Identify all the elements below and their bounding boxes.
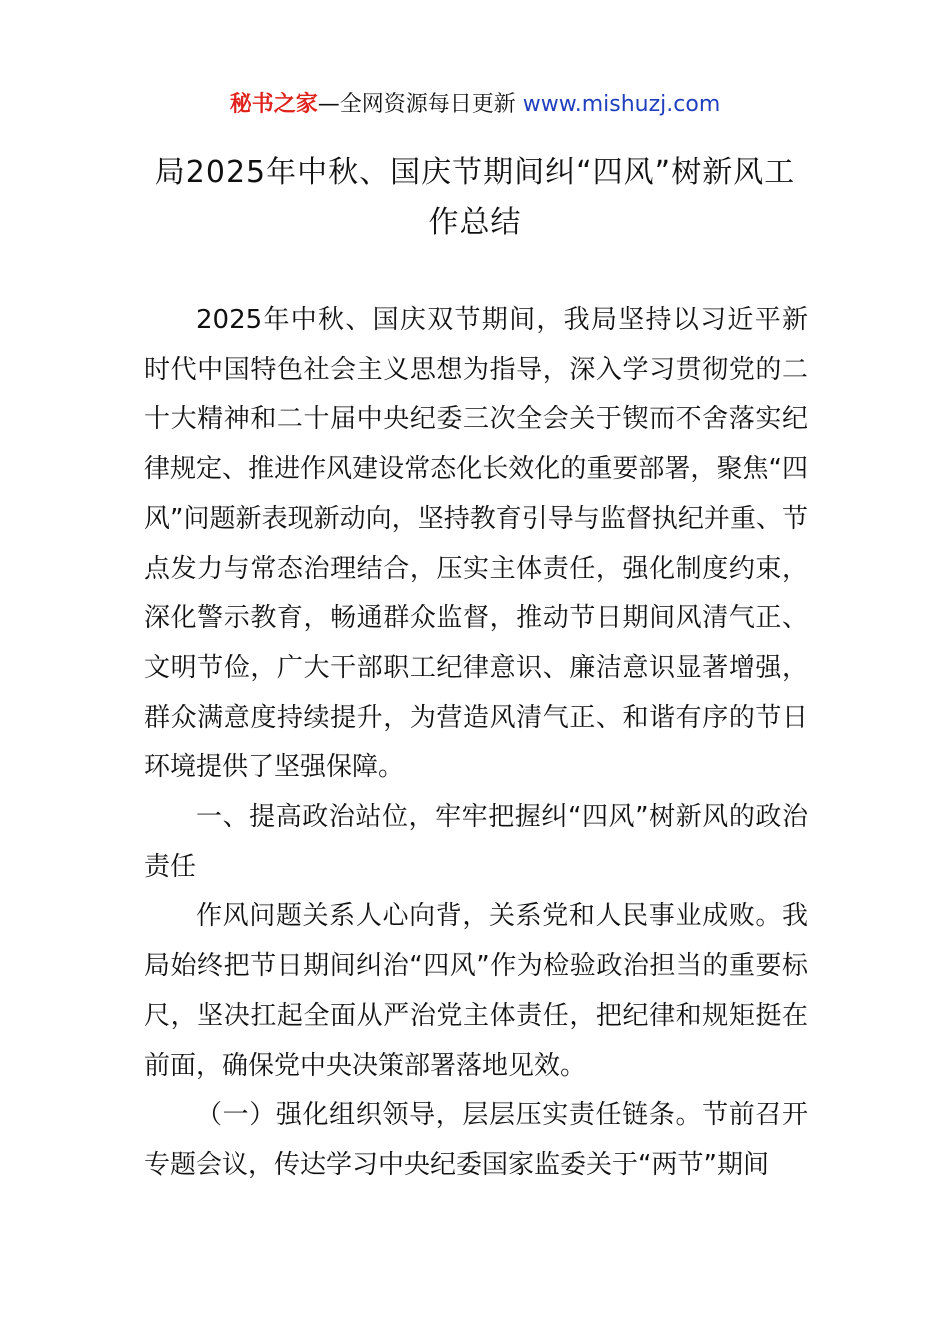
document-body	[144, 296, 808, 1191]
section-paragraph: 作风问题关系人心向背，关系党和人民事业成败。我局始终把节日期间纠治“四风”作为检验政治担当的重要标尺，坚决扛起全面从严治党主体责任，把纪律和规矩挺在前面，确保党中央决策部署落地见效。	[144, 901, 808, 1081]
subsection-paragraph: （一）强化组织领导，层层压实责任链条。节前召开专题会议，传达学习中央纪委国家监委关于“两节”期间	[144, 1100, 808, 1180]
site-brand: 秘书之家	[229, 92, 318, 117]
site-url-link[interactable]: www.mishuzj.com	[522, 92, 721, 117]
document-title: 局2025年中秋、国庆节期间纠“四风”树新风工作总结	[154, 155, 796, 240]
intro-paragraph: 2025年中秋、国庆双节期间，我局坚持以习近平新时代中国特色社会主义思想为指导，深入学习贯彻党的二十大精神和二十届中央纪委三次全会关于锲而不舍落实纪律规定、推进作风建设常态化长效化的重要部署，聚焦“四风”问题新表现新动向，坚持教育引导与监督执纪并重、节点发力与常态治理结合，压实主体责任，强化制度约束，深化警示教育，畅通群众监督，推动节日期间风清气正、文明节俭，广大干部职工纪律意识、廉洁意识显著增强，群众满意度持续提升，为营造风清气正、和谐有序的节日环境提供了坚强保障。	[144, 305, 808, 783]
section-heading-1: 一、提高政治站位，牢牢把握纠“四风”树新风的政治责任	[144, 802, 808, 882]
site-tagline: —全网资源每日更新	[317, 92, 523, 117]
site-header	[0, 88, 950, 122]
